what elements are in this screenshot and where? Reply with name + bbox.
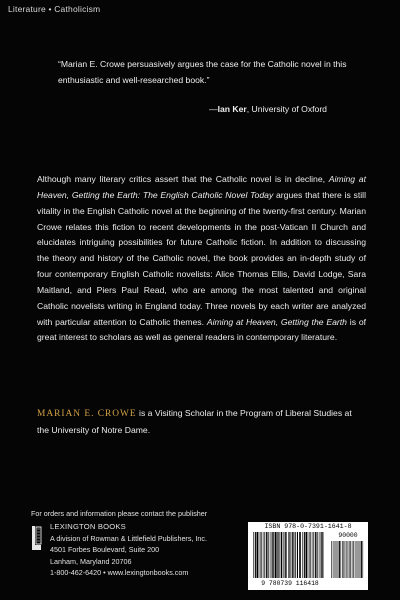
- barcode-bar: [315, 532, 316, 578]
- barcode-bar: [331, 541, 332, 578]
- barcode-bar: [268, 532, 269, 578]
- barcode-bar: [321, 532, 322, 578]
- publisher-info: [50, 521, 250, 579]
- barcode-bar: [292, 532, 293, 578]
- barcode-bar: [338, 541, 339, 578]
- barcode-bar: [259, 532, 260, 578]
- review-quote: “Marian E. Crowe persuasively argues the case for the Catholic novel in this enthusiastic and well-researched book.”: [58, 59, 347, 85]
- author-bio: [37, 406, 366, 439]
- publisher-street: 4501 Forbes Boulevard, Suite 200: [50, 545, 160, 555]
- author-name: MARIAN E. CROWE: [37, 409, 137, 419]
- barcode-bar: [344, 541, 345, 578]
- barcode-bar: [284, 532, 285, 578]
- barcode-bar: [257, 532, 259, 578]
- barcode-bar: [358, 541, 359, 578]
- barcode-bar: [297, 532, 298, 578]
- barcode-bar: [281, 532, 283, 578]
- barcode-bar: [288, 532, 289, 578]
- orders-line: For orders and information please contact the publisher: [31, 509, 208, 518]
- barcode-bar: [310, 532, 311, 578]
- barcode-bar: [312, 532, 313, 578]
- barcode-bar: [357, 541, 358, 578]
- reviewer-name: Ian Ker: [217, 104, 247, 114]
- barcode-bar: [293, 532, 294, 578]
- barcode-bar: [335, 541, 336, 578]
- barcode-bar: [342, 541, 343, 578]
- barcode-bar: [333, 541, 334, 578]
- barcode-bar: [270, 532, 271, 578]
- barcode-bar: [286, 532, 287, 578]
- isbn-label: ISBN 978-0-7391-1641-8: [264, 523, 352, 530]
- barcode-icon: [253, 532, 325, 578]
- barcode-bar: [341, 541, 342, 578]
- barcode-addon-icon: [331, 541, 365, 578]
- barcode-bar: [355, 541, 356, 578]
- barcode-bar: [363, 541, 364, 578]
- barcode-bar: [360, 541, 361, 578]
- description-text-1: Although many literary critics assert that the Catholic novel is in decline,: [37, 174, 329, 184]
- barcode-bar: [253, 532, 254, 578]
- barcode-bar: [272, 532, 273, 578]
- barcode-addon-digits: 90000: [338, 532, 358, 539]
- barcode-bar: [275, 532, 277, 578]
- book-title-italic: Aiming at Heaven, Getting the Earth: The English Catholic Novel Today: [37, 174, 366, 200]
- publisher-city: Lanham, Maryland 20706: [50, 556, 132, 566]
- barcode-bar: [353, 541, 354, 578]
- barcode-bar: [299, 532, 301, 578]
- lexington-books-logo-icon: [31, 525, 42, 551]
- book-description: [37, 172, 366, 346]
- barcode-bar: [339, 541, 340, 578]
- book-short-title-italic: Aiming at Heaven, Getting the Earth: [206, 316, 347, 327]
- publisher-name: LEXINGTON BOOKS: [50, 522, 126, 531]
- barcode-bar: [263, 532, 264, 578]
- barcode-bar: [278, 532, 279, 578]
- barcode-bar: [319, 532, 320, 578]
- barcode-bar: [306, 532, 308, 578]
- attribution-dash: —: [209, 104, 218, 114]
- author-bio-text: is a Visiting Scholar in the Program of Liberal Studies at the University of Notre Dame.: [37, 408, 352, 435]
- barcode-bar: [348, 541, 349, 578]
- category-label: Literature • Catholicism: [8, 4, 101, 14]
- barcode-bar: [261, 532, 262, 578]
- barcode-bar: [345, 541, 346, 578]
- barcode-bar: [313, 532, 314, 578]
- barcode-bar: [317, 532, 318, 578]
- description-text-3: is of great interest to scholars as well as general readers in contemporary literature.: [37, 316, 367, 343]
- barcode-bar: [308, 532, 309, 578]
- barcode-digits: 9 780739 116418: [261, 580, 319, 587]
- barcode-bar: [277, 532, 278, 578]
- barcode-bar: [304, 532, 305, 578]
- barcode-bar: [322, 532, 323, 578]
- description-text-2: argues that there is still vitality in the English Catholic novel at the beginning of the twenty-first century. Marian Crowe relates this fiction to recent developments in the post-Vatican II Church and elucidates intriguing possibilities for future Catholic fiction. In addition to discussing the theory and history of the Catholic novel, the book provides an in-depth study of four contemporary English Catholic novelists: Alice Thomas Ellis, David Lodge, Sara Maitland, and Piers Paul Read, who are among the most talented and original Catholic novelists writing in England today. Three novels by each writer are analyzed with particular attention to Catholic themes.: [37, 189, 366, 327]
- barcode-bar: [347, 541, 348, 578]
- publisher-contact: 1-800-462-6420 • www.lexingtonbooks.com: [50, 568, 189, 578]
- review-attribution: [209, 104, 369, 114]
- barcode-bar: [350, 541, 351, 578]
- barcode-bar: [295, 532, 296, 578]
- barcode-bar: [361, 541, 362, 578]
- barcode-bar: [352, 541, 353, 578]
- barcode-bar: [264, 532, 265, 578]
- barcode-bar: [289, 532, 290, 578]
- barcode-bar: [302, 532, 303, 578]
- barcode-bar: [266, 532, 267, 578]
- barcode-bar: [285, 532, 286, 578]
- barcode-bar: [336, 541, 337, 578]
- reviewer-affiliation: , University of Oxford: [246, 104, 327, 114]
- publisher-division: A division of Rowman & Littlefield Publishers, Inc.: [50, 533, 208, 543]
- barcode-bar: [255, 532, 256, 578]
- barcode-bar: [273, 532, 274, 578]
